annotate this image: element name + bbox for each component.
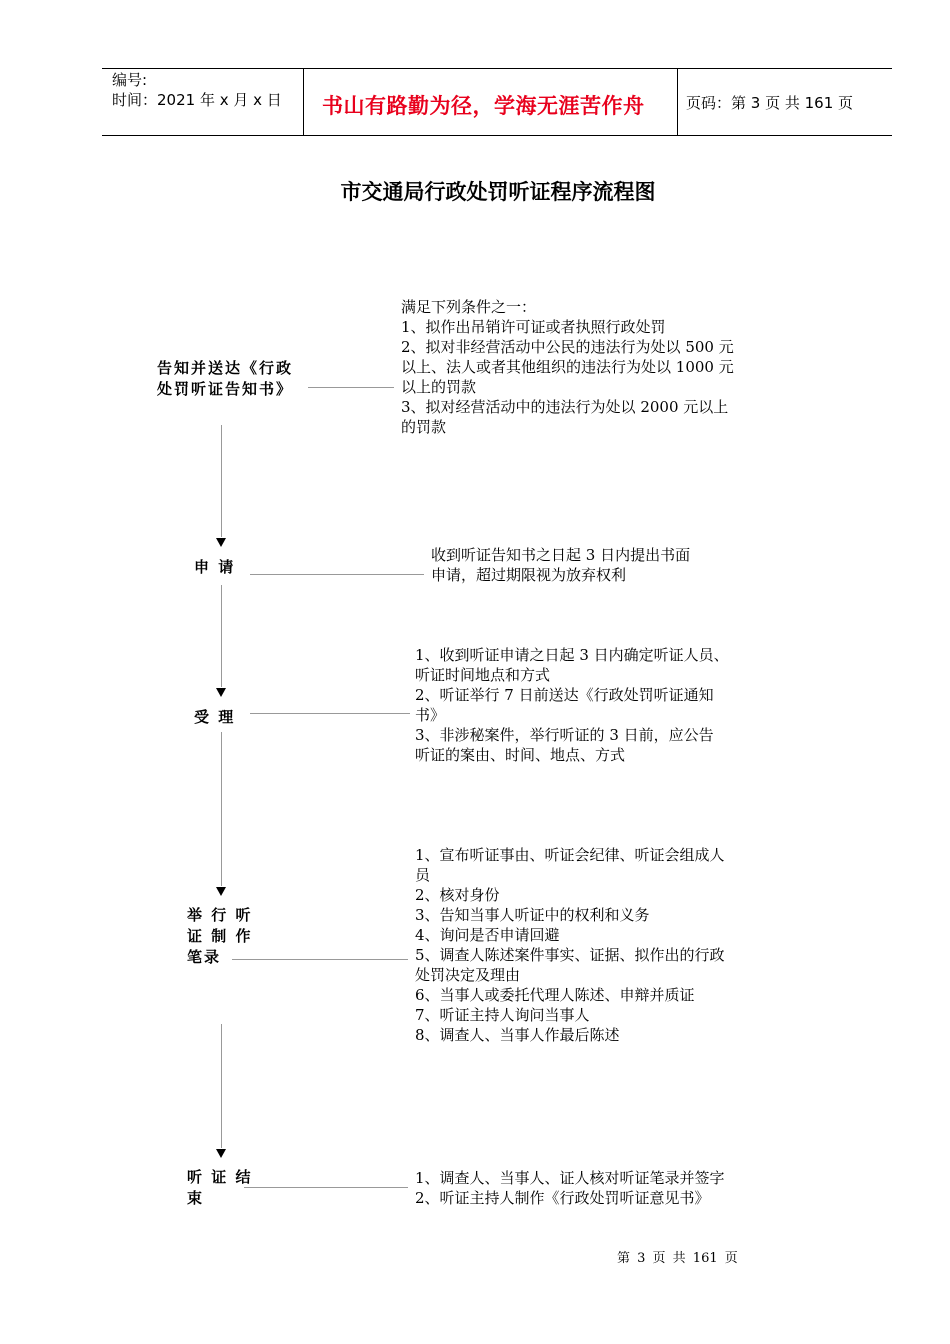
stage-notify-notes: [401, 297, 734, 437]
flow-arrow-2: [216, 688, 226, 697]
page-footer: 第 3 页 共 161 页: [617, 1251, 738, 1266]
note-line: 2、听证举行 7 日前送达《行政处罚听证通知: [415, 686, 714, 704]
flow-line-1: [221, 425, 222, 537]
note-line: 8、调查人、当事人作最后陈述: [415, 1026, 620, 1044]
note-line: 1、调查人、当事人、证人核对听证笔录并签字: [415, 1169, 725, 1187]
note-line: 1、宣布听证事由、听证会纪律、听证会组成人: [415, 846, 725, 864]
note-line: 3、告知当事人听证中的权利和义务: [415, 906, 650, 924]
page-title: 市交通局行政处罚听证程序流程图: [340, 180, 656, 204]
stage-accept-notes: [415, 645, 729, 765]
stage-apply-connector: [250, 574, 424, 575]
header-top-border: [102, 68, 892, 69]
note-line: 听证时间地点和方式: [415, 666, 551, 684]
stage-hearing-label-line: 证 制 作: [187, 927, 253, 945]
note-line: 员: [415, 866, 431, 884]
header-code-label: 编号:: [112, 71, 148, 89]
flow-line-3: [221, 732, 222, 886]
stage-accept-label-line: 受 理: [194, 708, 236, 726]
stage-hearing-label-line: 笔录: [187, 948, 222, 966]
stage-hearing-label-line: 举 行 听: [187, 906, 253, 924]
note-line: 3、拟对经营活动中的违法行为处以 2000 元以上: [401, 398, 729, 416]
note-line: 收到听证告知书之日起 3 日内提出书面: [431, 546, 691, 564]
flow-line-2: [221, 585, 222, 687]
stage-end-label: [187, 1167, 252, 1209]
stage-end-connector: [244, 1187, 408, 1188]
header-divider-left: [303, 69, 304, 136]
stage-apply-label: [194, 557, 235, 578]
stage-accept-connector: [250, 713, 410, 714]
header-page-label: 页码：第 3 页 共 161 页: [686, 94, 854, 112]
flow-line-4: [221, 1024, 222, 1148]
note-line: 处罚决定及理由: [415, 966, 521, 984]
stage-end-label-line: 束: [187, 1189, 205, 1207]
note-line: 2、核对身份: [415, 886, 500, 904]
note-line: 2、拟对非经营活动中公民的违法行为处以 500 元: [401, 338, 734, 356]
note-line: 1、收到听证申请之日起 3 日内确定听证人员、: [415, 646, 729, 664]
note-line: 2、听证主持人制作《行政处罚听证意见书》: [415, 1189, 710, 1207]
stage-end-notes: [415, 1168, 725, 1208]
header-bottom-border: [102, 135, 892, 136]
note-line: 4、询问是否申请回避: [415, 926, 560, 944]
stage-notify-label-line: 告知并送达《行政: [157, 359, 294, 377]
flow-arrow-3: [216, 887, 226, 896]
note-line: 听证的案由、时间、地点、方式: [415, 746, 626, 764]
stage-apply-notes: [431, 545, 690, 585]
note-line: 1、拟作出吊销许可证或者执照行政处罚: [401, 318, 666, 336]
note-line: 书》: [415, 706, 446, 724]
stage-hearing-connector: [232, 959, 408, 960]
stage-notify-label: [157, 358, 293, 400]
header-motto: 书山有路勤为径，学海无涯苦作舟: [322, 94, 645, 118]
header-divider-right: [677, 69, 678, 136]
stage-end-label-line: 听 证 结: [187, 1168, 253, 1186]
flow-arrow-1: [216, 538, 226, 547]
note-line: 6、当事人或委托代理人陈述、申辩并质证: [415, 986, 695, 1004]
stage-notify-connector: [308, 387, 394, 388]
header-time-label: 时间：2021 年 x 月 x 日: [112, 91, 282, 109]
note-line: 5、调查人陈述案件事实、证据、拟作出的行政: [415, 946, 725, 964]
stage-accept-label: [194, 707, 235, 728]
stage-apply-label-line: 申 请: [194, 558, 236, 576]
note-line: 的罚款: [401, 418, 447, 436]
note-line: 以上、法人或者其他组织的违法行为处以 1000 元: [401, 358, 734, 376]
stage-notify-label-line: 处罚听证告知书》: [157, 380, 294, 398]
note-line: 3、非涉秘案件，举行听证的 3 日前，应公告: [415, 726, 714, 744]
stage-hearing-notes: [415, 845, 725, 1045]
note-line: 满足下列条件之一：: [401, 298, 537, 316]
note-line: 申请，超过期限视为放弃权利: [431, 566, 627, 584]
note-line: 7、听证主持人询问当事人: [415, 1006, 590, 1024]
note-line: 以上的罚款: [401, 378, 477, 396]
flow-arrow-4: [216, 1149, 226, 1158]
